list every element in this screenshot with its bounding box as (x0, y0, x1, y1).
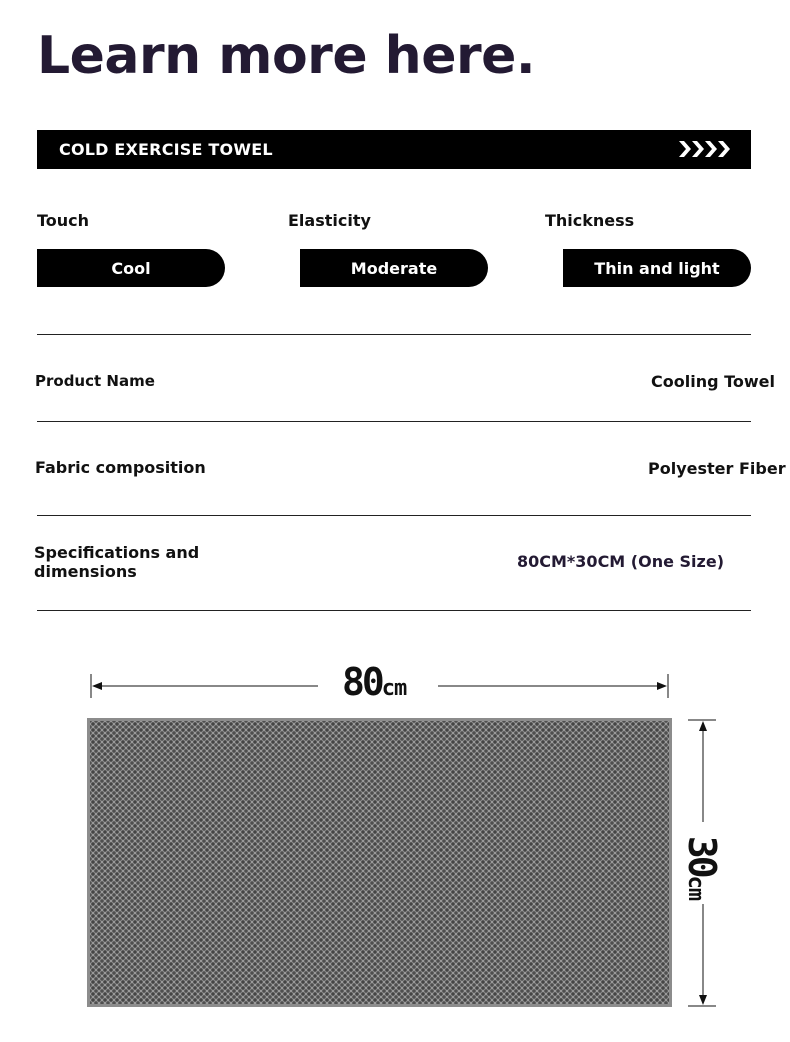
dimensions-value: 80CM*30CM (One Size) (517, 552, 725, 571)
attr-touch-label: Touch (37, 211, 90, 230)
height-value: 30 (680, 835, 724, 876)
dimensions-label: Specifications and dimensions (34, 543, 200, 581)
attr-touch-value: Cool (37, 249, 225, 287)
width-dimension-label (342, 660, 406, 704)
attr-thickness-label: Thickness (545, 211, 635, 230)
product-name-value: Cooling Towel (651, 372, 776, 391)
fabric-label: Fabric composition (35, 458, 206, 477)
fabric-value: Polyester Fiber (648, 459, 786, 478)
banner-title: COLD EXERCISE TOWEL (59, 140, 273, 159)
towel-illustration (87, 718, 672, 1007)
attr-elasticity-value: Moderate (300, 249, 488, 287)
attr-elasticity-label: Elasticity (288, 211, 371, 230)
height-dimension-label (680, 828, 724, 908)
width-unit: cm (381, 676, 407, 701)
page-title: Learn more here. (37, 26, 536, 86)
height-unit: cm (683, 875, 708, 901)
width-value: 80 (342, 660, 382, 704)
product-name-label: Product Name (35, 372, 155, 390)
attr-thickness-value: Thin and light (563, 249, 751, 287)
